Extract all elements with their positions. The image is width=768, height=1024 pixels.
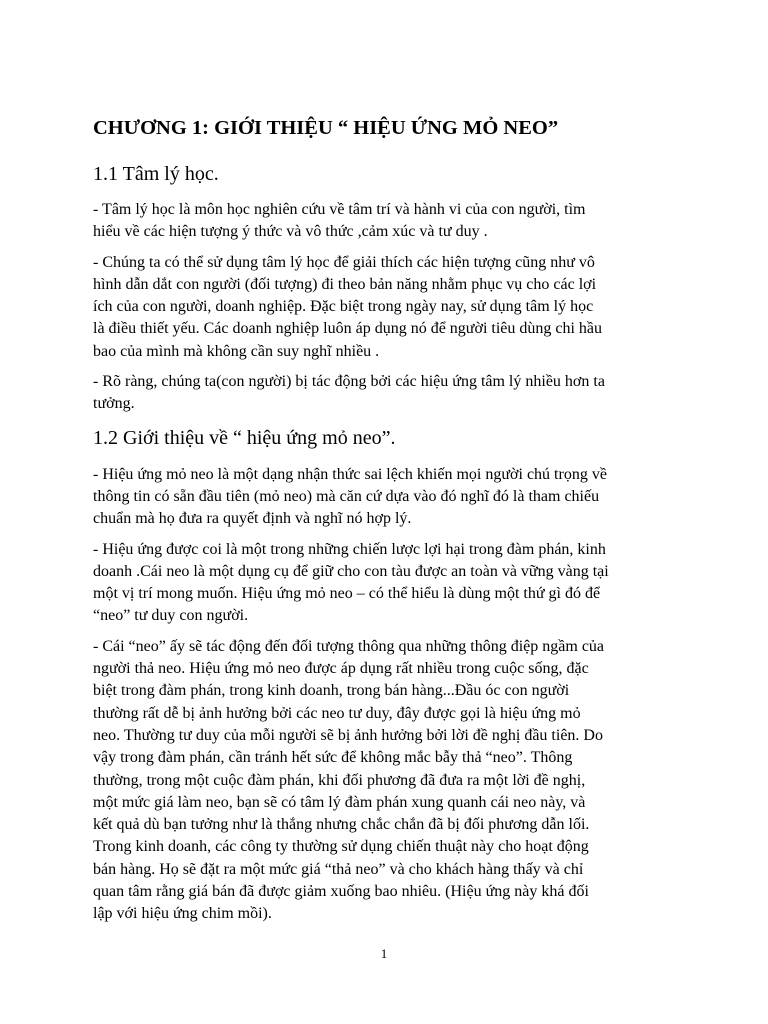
text-line: hiểu về các hiện tượng ý thức và vô thức ,cảm xúc và tư duy . bbox=[93, 223, 488, 241]
text-line: - Hiệu ứng mỏ neo là một dạng nhận thức sai lệch khiến mọi người chú trọng về bbox=[93, 465, 607, 483]
paragraph bbox=[93, 539, 683, 628]
text-line: Trong kinh doanh, các công ty thường sử dụng chiến thuật này cho hoạt động bbox=[93, 838, 589, 856]
text-line: vậy trong đàm phán, cần tránh hết sức để không mắc bẫy thả “neo”. Thông bbox=[93, 749, 573, 767]
paragraph bbox=[93, 199, 683, 244]
text-line: ích của con người, doanh nghiệp. Đặc biệt trong ngày nay, sử dụng tâm lý học bbox=[93, 298, 594, 316]
text-line: biệt trong đàm phán, trong kinh doanh, trong bán hàng...Đầu óc con người bbox=[93, 682, 570, 700]
text-line: - Cái “neo” ấy sẽ tác động đến đối tượng thông qua những thông điệp ngầm của bbox=[93, 637, 605, 655]
text-line: tưởng. bbox=[93, 395, 135, 413]
chapter-title: CHƯƠNG 1: GIỚI THIỆU “ HIỆU ỨNG MỎ NEO” bbox=[93, 117, 559, 139]
text-line: thường, trong một cuộc đàm phán, khi đối phương đã đưa ra một lời đề nghị, bbox=[93, 771, 586, 789]
paragraph bbox=[93, 464, 683, 531]
text-line: neo. Thường tư duy của mỗi người sẽ bị ảnh hưởng bởi lời đề nghị đầu tiên. Do bbox=[93, 726, 603, 744]
text-line: một vị trí mong muốn. Hiệu ứng mỏ neo – có thể hiểu là dùng một thứ gì đó để bbox=[93, 585, 601, 603]
document-page bbox=[93, 114, 683, 926]
paragraph bbox=[93, 252, 683, 363]
text-line: một mức giá làm neo, bạn sẽ có tâm lý đàm phán xung quanh cái neo này, và bbox=[93, 793, 586, 811]
text-line: bao của mình mà không cần suy nghĩ nhiều . bbox=[93, 342, 380, 360]
text-line: doanh .Cái neo là một dụng cụ để giữ cho con tàu được an toàn và vững vàng tại bbox=[93, 562, 609, 580]
text-line: - Hiệu ứng được coi là một trong những chiến lược lợi hại trong đàm phán, kinh bbox=[93, 540, 606, 558]
page-number: 1 bbox=[380, 946, 388, 961]
text-line: thông tin có sẵn đầu tiên (mỏ neo) mà căn cứ dựa vào đó nghĩ đó là tham chiếu bbox=[93, 487, 600, 505]
text-line: chuẩn mà họ đưa ra quyết định và nghĩ nó hợp lý. bbox=[93, 510, 412, 528]
text-line: lập với hiệu ứng chim mồi). bbox=[93, 905, 272, 923]
text-line: “neo” tư duy con người. bbox=[93, 607, 249, 625]
section-heading-1-2: 1.2 Giới thiệu về “ hiệu ứng mỏ neo”. bbox=[93, 426, 396, 449]
paragraph bbox=[93, 371, 683, 416]
section-heading-1-1: 1.1 Tâm lý học. bbox=[93, 163, 219, 185]
text-line: hình dẫn dắt con người (đối tượng) đi theo bản năng nhằm phục vụ cho các lợi bbox=[93, 275, 597, 293]
text-line: - Chúng ta có thể sử dụng tâm lý học để giải thích các hiện tượng cũng như vô bbox=[93, 253, 595, 271]
text-line: quan tâm rằng giá bán đã được giảm xuống bao nhiêu. (Hiệu ứng này khá đối bbox=[93, 883, 589, 901]
text-line: là điều thiết yếu. Các doanh nghiệp luôn áp dụng nó để người tiêu dùng chi hầu bbox=[93, 320, 603, 338]
text-line: bán hàng. Họ sẽ đặt ra một mức giá “thả neo” và cho khách hàng thấy và chỉ bbox=[93, 860, 584, 878]
text-line: người thả neo. Hiệu ứng mỏ neo được áp dụng rất nhiều trong cuộc sống, đặc bbox=[93, 660, 589, 678]
paragraph bbox=[93, 636, 683, 926]
text-line: - Tâm lý học là môn học nghiên cứu về tâm trí và hành vi của con người, tìm bbox=[93, 201, 586, 218]
text-line: thường rất dễ bị ảnh hưởng bởi các neo tư duy, đây được gọi là hiệu ứng mỏ bbox=[93, 704, 581, 722]
text-line: - Rõ ràng, chúng ta(con người) bị tác động bởi các hiệu ứng tâm lý nhiều hơn ta bbox=[93, 373, 605, 391]
text-line: kết quả dù bạn tưởng như là thắng nhưng chắc chắn đã bị đối phương dẫn lối. bbox=[93, 816, 590, 834]
